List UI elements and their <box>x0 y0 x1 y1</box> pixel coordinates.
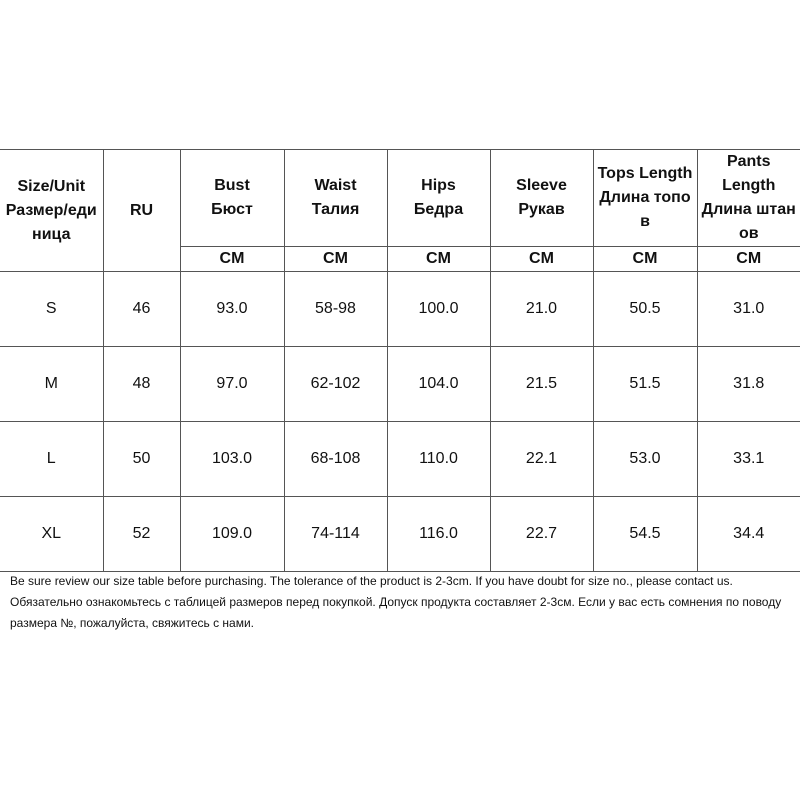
header-size-unit: Size/Unit Размер/еди ница <box>0 150 103 272</box>
header-ru: RU <box>103 150 180 272</box>
table-row <box>0 422 800 497</box>
table-row <box>0 497 800 572</box>
note-russian: Обязательно ознакомьтесь с таблицей размеров перед покупкой. Допуск продукта составляет 2-3см. Если у вас есть сомнения по поводу размера №, пожалуйста, свяжитесь с нами. <box>10 595 782 630</box>
sleeve-cell: 21.0 <box>490 272 593 347</box>
sleeve-cell: 21.5 <box>490 347 593 422</box>
size-table <box>0 149 800 572</box>
unit-cell: CM <box>593 247 697 272</box>
hips-cell: 100.0 <box>387 272 490 347</box>
pants-length-cell: 31.8 <box>697 347 800 422</box>
ru-cell: 46 <box>103 272 180 347</box>
hips-cell: 110.0 <box>387 422 490 497</box>
tops-length-cell: 53.0 <box>593 422 697 497</box>
ru-cell: 50 <box>103 422 180 497</box>
ru-cell: 48 <box>103 347 180 422</box>
tops-length-cell: 54.5 <box>593 497 697 572</box>
waist-cell: 74-114 <box>284 497 387 572</box>
bust-cell: 93.0 <box>180 272 284 347</box>
size-cell: L <box>0 422 103 497</box>
pants-length-cell: 34.4 <box>697 497 800 572</box>
table-row <box>0 347 800 422</box>
unit-cell: CM <box>490 247 593 272</box>
hips-cell: 104.0 <box>387 347 490 422</box>
header-hips: Hips Бедра <box>387 150 490 247</box>
waist-cell: 58-98 <box>284 272 387 347</box>
pants-length-cell: 31.0 <box>697 272 800 347</box>
header-bust: Bust Бюст <box>180 150 284 247</box>
tops-length-cell: 50.5 <box>593 272 697 347</box>
size-notes <box>10 571 795 634</box>
table-header-row <box>0 150 800 247</box>
header-sleeve: Sleeve Рукав <box>490 150 593 247</box>
hips-cell: 116.0 <box>387 497 490 572</box>
unit-cell: CM <box>697 247 800 272</box>
sleeve-cell: 22.1 <box>490 422 593 497</box>
unit-cell: CM <box>284 247 387 272</box>
header-waist: Waist Талия <box>284 150 387 247</box>
unit-cell: CM <box>387 247 490 272</box>
size-cell: XL <box>0 497 103 572</box>
bust-cell: 103.0 <box>180 422 284 497</box>
waist-cell: 62-102 <box>284 347 387 422</box>
unit-cell: CM <box>180 247 284 272</box>
header-tops-length: Tops Length Длина топо в <box>593 150 697 247</box>
waist-cell: 68-108 <box>284 422 387 497</box>
pants-length-cell: 33.1 <box>697 422 800 497</box>
sleeve-cell: 22.7 <box>490 497 593 572</box>
bust-cell: 109.0 <box>180 497 284 572</box>
ru-cell: 52 <box>103 497 180 572</box>
note-english: Be sure review our size table before purchasing. The tolerance of the product is 2-3cm. If you have doubt for size no., please contact us. <box>10 574 733 588</box>
table-row <box>0 272 800 347</box>
bust-cell: 97.0 <box>180 347 284 422</box>
header-pants-length: Pants Length Длина штан ов <box>697 150 800 247</box>
size-cell: S <box>0 272 103 347</box>
size-cell: M <box>0 347 103 422</box>
tops-length-cell: 51.5 <box>593 347 697 422</box>
